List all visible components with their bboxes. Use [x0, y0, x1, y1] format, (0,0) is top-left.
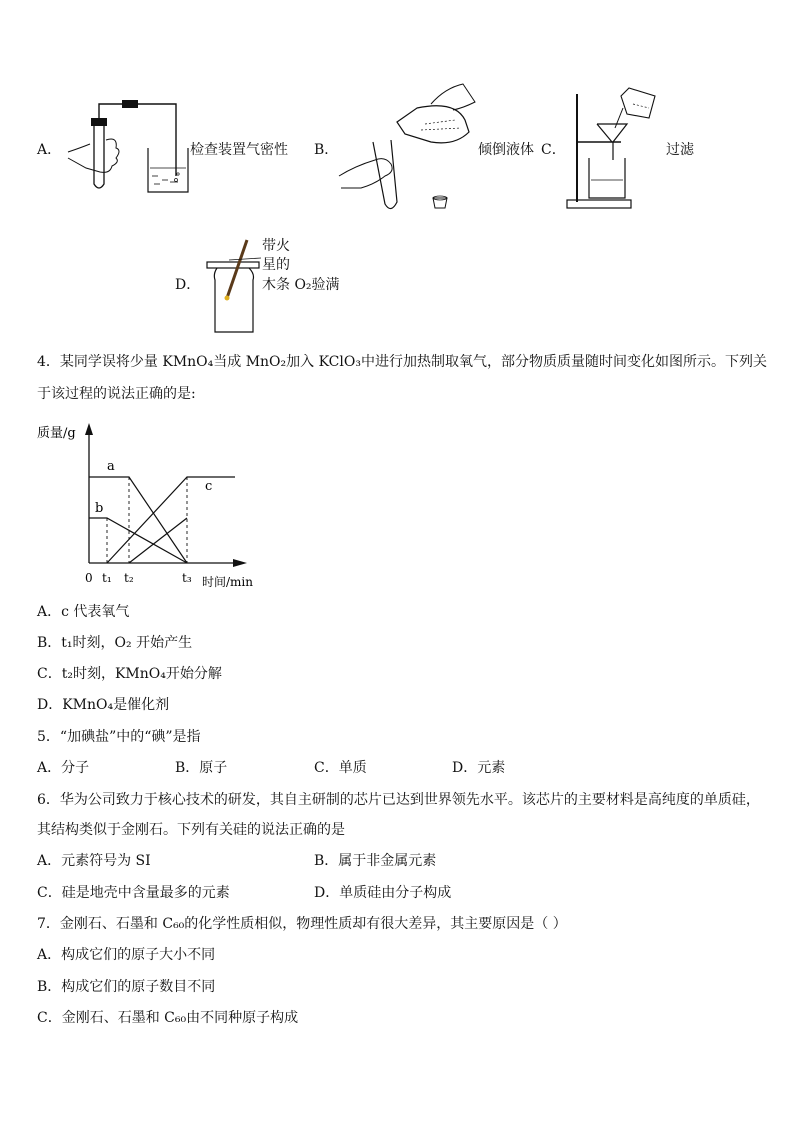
option-letter: C． [541, 142, 566, 158]
y-axis-label: 质量/g [37, 426, 76, 441]
question-7-option-b: B．构成它们的原子数目不同 [37, 979, 216, 995]
oxygen-full-test-illustration [205, 236, 265, 336]
x-tick-label: t₁ [102, 571, 112, 585]
question-5-stem: 5．“加碘盐”中的“碘”是指 [37, 729, 201, 745]
x-tick-label: t₂ [124, 571, 134, 585]
question-6-option-b: B．属于非金属元素 [314, 853, 437, 869]
question-7-option-a: A．构成它们的原子大小不同 [37, 947, 216, 963]
chart-svg [37, 415, 267, 595]
question-5-option-d: D．元素 [452, 760, 506, 776]
option-caption-line-1: 带火 [262, 238, 290, 254]
series-line-unnamed [129, 518, 187, 563]
airtightness-check-illustration [60, 96, 190, 196]
option-caption: 倾倒液体 [478, 142, 534, 158]
question-6-stem-line-1: 6．华为公司致力于核心技术的研发，其自主研制的芯片已达到世界领先水平。该芯片的主要材料是高纯度的单质硅， [37, 792, 760, 808]
x-tick-label: t₃ [182, 571, 192, 585]
question-6-option-a: A．元素符号为 SI [37, 853, 151, 869]
series-label-c: c [205, 479, 213, 494]
x-axis-label: 时间/min [202, 575, 253, 589]
question-5-option-c: C．单质 [314, 760, 367, 776]
option-letter: D． [175, 277, 201, 293]
option-caption: 检查装置气密性 [190, 142, 288, 158]
y-axis-arrow [85, 423, 93, 435]
question-4-option-a: A．c 代表氧气 [37, 604, 130, 620]
question-6-stem-line-2: 其结构类似于金刚石。下列有关硅的说法正确的是 [37, 822, 345, 838]
filtration-illustration [565, 86, 665, 212]
question-7-option-c: C．金刚石、石墨和 C₆₀由不同种原子构成 [37, 1010, 299, 1026]
question-4-option-c: C．t₂时刻，KMnO₄开始分解 [37, 666, 222, 682]
option-caption-line-3: 木条 O₂验满 [262, 277, 340, 293]
question-6-option-c: C．硅是地壳中含量最多的元素 [37, 885, 230, 901]
question-4-stem-line-2: 于该过程的说法正确的是: [37, 386, 196, 402]
question-4-stem-line-1: 4．某同学误将少量 KMnO₄当成 MnO₂加入 KClO₃中进行加热制取氧气，部分物质质量随时间变化如图所示。下列关 [37, 354, 767, 370]
question-5-option-a: A．分子 [37, 760, 90, 776]
question-4-option-d: D．KMnO₄是催化剂 [37, 697, 170, 713]
series-line-c [107, 477, 235, 563]
question-7-stem: 7．金刚石、石墨和 C₆₀的化学性质相似，物理性质却有很大差异，其主要原因是（ ） [37, 916, 567, 932]
x-axis-arrow [233, 559, 247, 567]
question-4-option-b: B．t₁时刻，O₂ 开始产生 [37, 635, 193, 651]
x-tick-label: 0 [85, 571, 93, 585]
series-label-a: a [107, 459, 115, 474]
question-5-option-b: B．原子 [175, 760, 228, 776]
option-letter: B． [314, 142, 339, 158]
series-label-b: b [95, 501, 104, 516]
option-letter: A． [37, 142, 62, 158]
pouring-liquid-illustration [335, 80, 480, 215]
option-caption: 过滤 [666, 142, 694, 158]
question-6-option-d: D．单质硅由分子构成 [314, 885, 452, 901]
option-caption-line-2: 星的 [262, 257, 290, 273]
series-line-a [89, 477, 187, 563]
